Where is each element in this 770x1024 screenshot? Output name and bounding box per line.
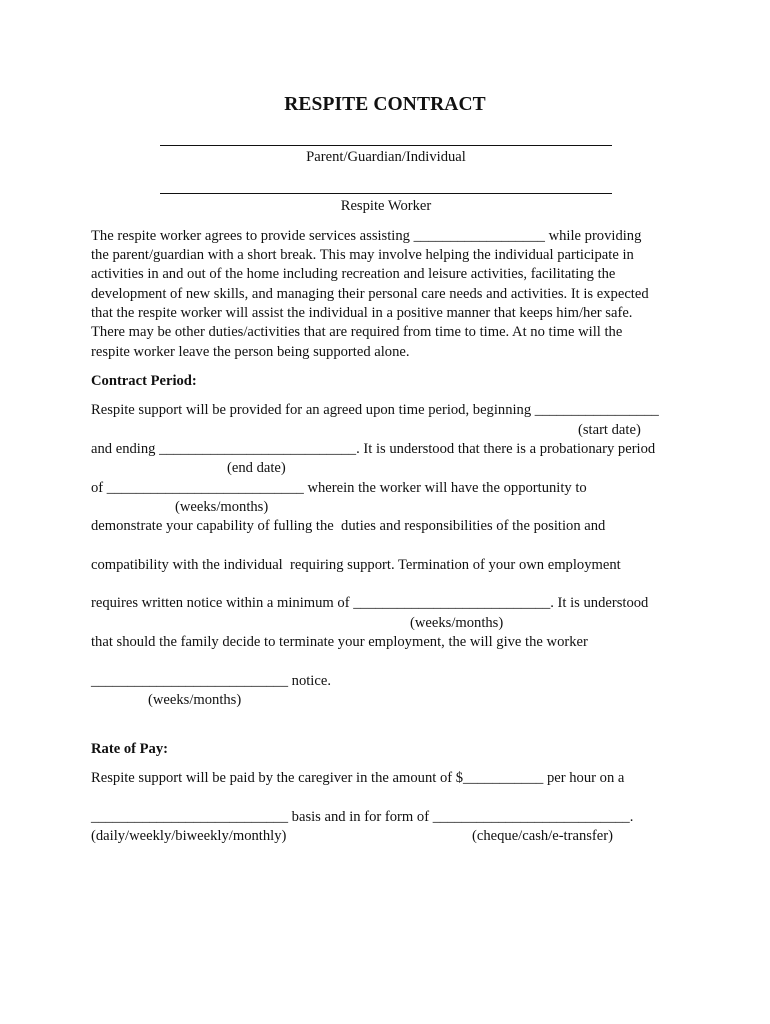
contract-period-line: Respite support will be provided for an agreed upon time period, beginning _________________: [91, 402, 659, 418]
intro-line: respite worker leave the person being supported alone.: [91, 344, 410, 360]
start-date-label: (start date): [578, 422, 641, 438]
parent-signature-label: Parent/Guardian/Individual: [306, 149, 466, 165]
weeks-months-label: (weeks/months): [410, 615, 504, 631]
contract-period-line: requires written notice within a minimum of ___________________________. It is understood: [91, 595, 649, 611]
intro-line: There may be other duties/activities that are required from time to time. At no time will the: [91, 324, 623, 340]
contract-period-line: demonstrate your capability of fulling the duties and responsibilities of the position and: [91, 518, 606, 534]
contract-period-line: ___________________________ notice.: [91, 673, 331, 689]
contract-period-line: compatibility with the individual requiring support. Termination of your own employment: [91, 557, 621, 573]
weeks-months-label: (weeks/months): [148, 692, 242, 708]
worker-signature-line: [160, 193, 612, 194]
rate-of-pay-heading: Rate of Pay:: [91, 741, 168, 757]
intro-line: The respite worker agrees to provide services assisting __________________ while providing: [91, 228, 642, 244]
frequency-label: (daily/weekly/biweekly/monthly): [91, 828, 287, 844]
intro-line: the parent/guardian with a short break. This may involve helping the individual participate in: [91, 247, 634, 263]
payment-form-label: (cheque/cash/e-transfer): [472, 828, 613, 844]
rate-of-pay-line: Respite support will be paid by the caregiver in the amount of $___________ per hour on a: [91, 770, 625, 786]
contract-period-line: and ending ___________________________. It is understood that there is a probationary period: [91, 441, 656, 457]
document-title: RESPITE CONTRACT: [284, 94, 486, 115]
contract-period-heading: Contract Period:: [91, 373, 197, 389]
worker-signature-label: Respite Worker: [340, 198, 432, 214]
intro-line: activities in and out of the home including recreation and leisure activities, facilitating the: [91, 266, 616, 282]
parent-signature-line: [160, 145, 612, 146]
contract-period-line: that should the family decide to terminate your employment, the will give the worker: [91, 634, 588, 650]
intro-line: that the respite worker will assist the individual in a positive manner that keeps him/her safe.: [91, 305, 633, 321]
end-date-label: (end date): [227, 460, 286, 476]
contract-period-line: of ___________________________ wherein the worker will have the opportunity to: [91, 480, 587, 496]
weeks-months-label: (weeks/months): [175, 499, 269, 515]
intro-line: development of new skills, and managing their personal care needs and activities. It is expected: [91, 286, 649, 302]
rate-of-pay-line: ___________________________ basis and in for form of ___________________________.: [91, 809, 634, 825]
